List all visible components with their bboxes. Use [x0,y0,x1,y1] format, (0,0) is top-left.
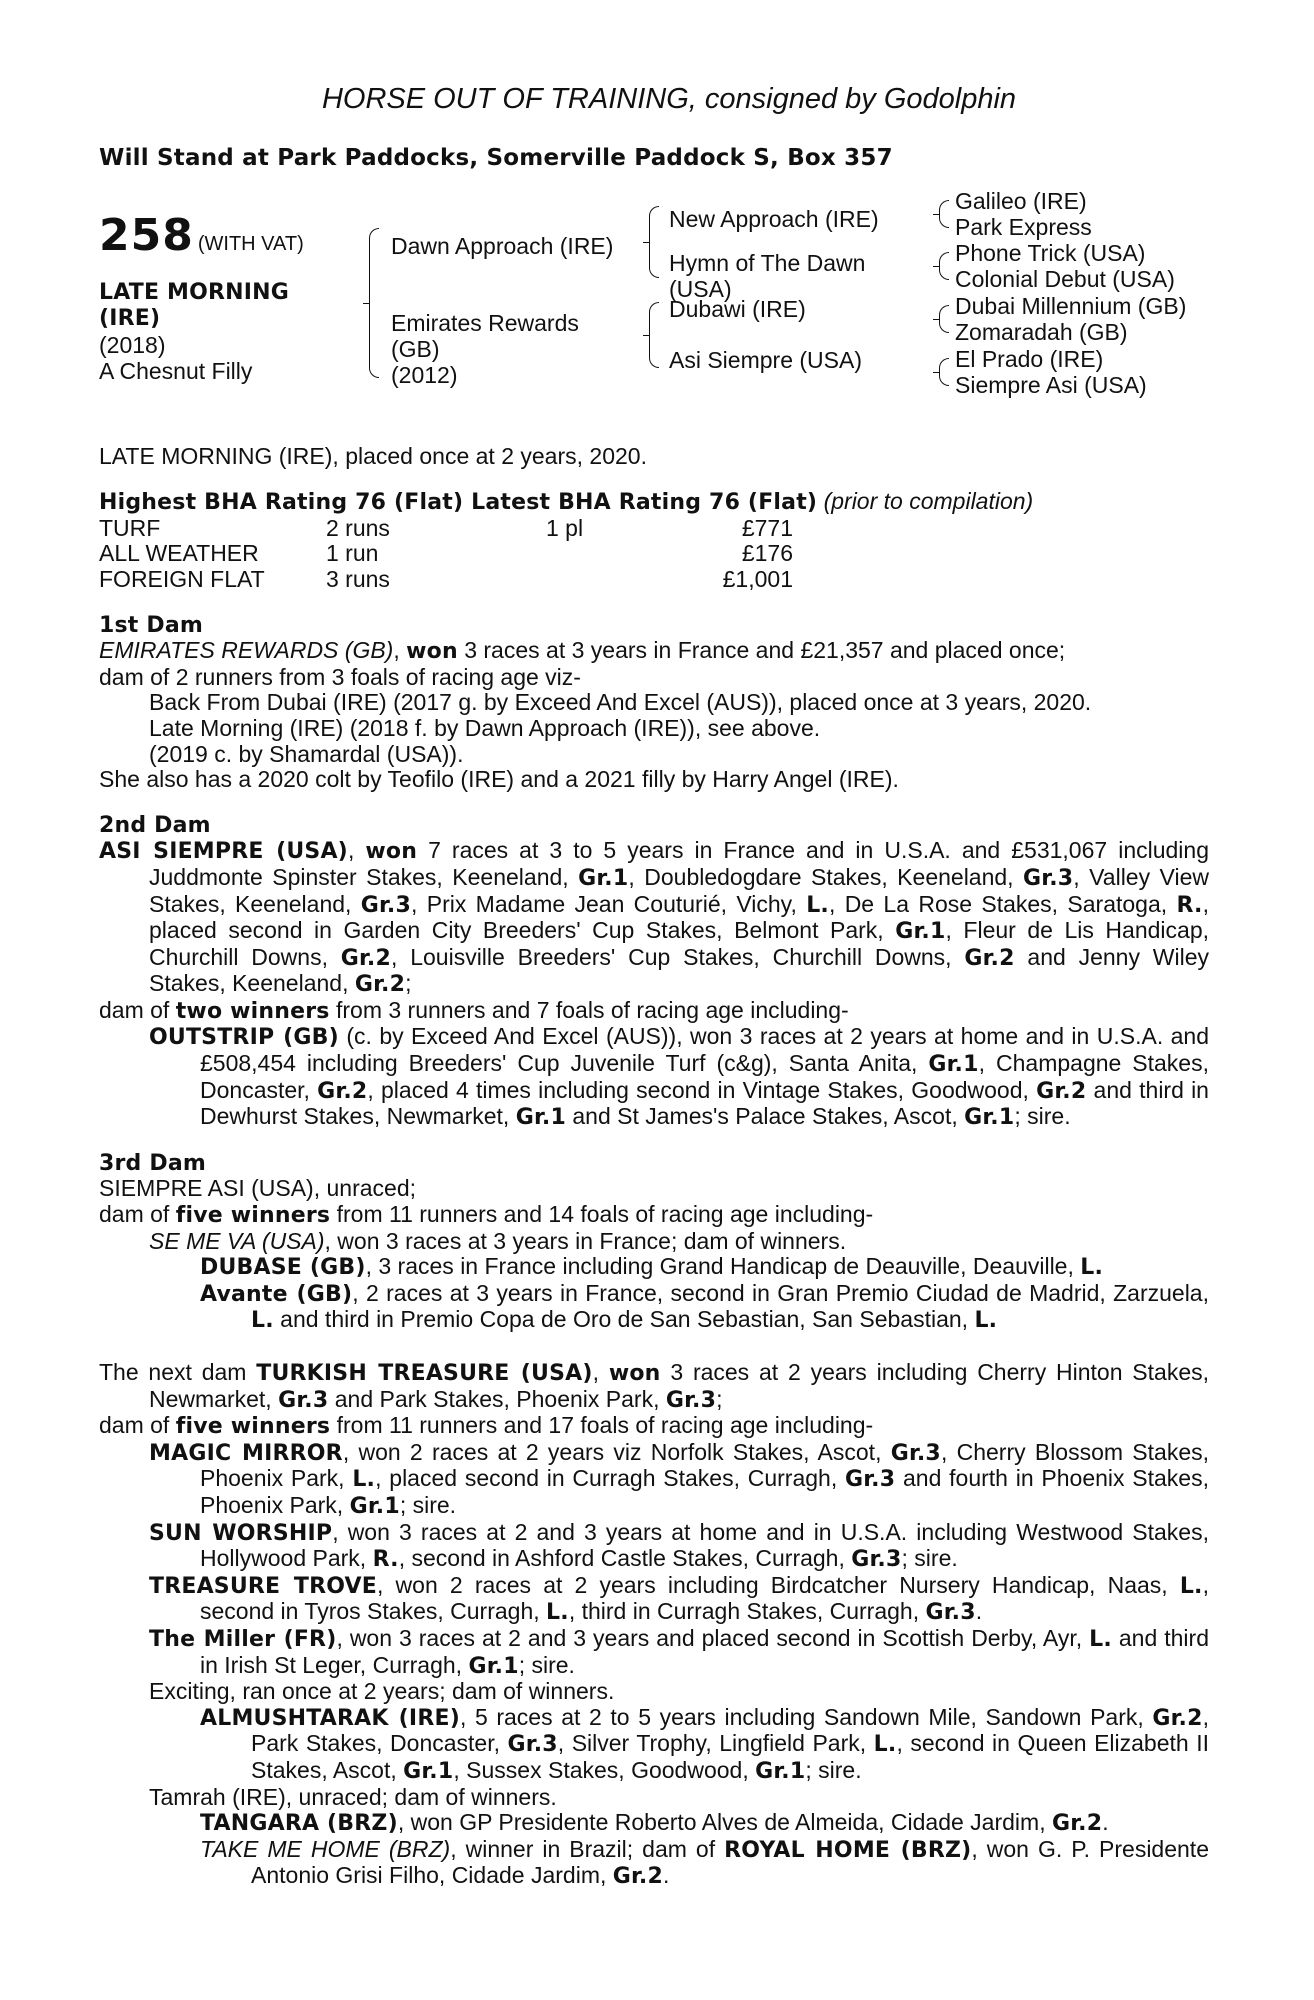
text-run: L. [1089,1626,1112,1652]
text-run: R. [372,1547,399,1573]
stat-prize: £176 [741,540,793,567]
text-run: and Park Stakes, Phoenix Park, [328,1385,666,1412]
text-run: Gr.1 [349,1493,400,1519]
text-run: Gr.3 [890,1440,941,1466]
horse-name: MAGIC MIRROR [149,1440,343,1466]
dam-record: SIEMPRE ASI (USA), unraced; [99,1175,417,1202]
stat-placed [546,541,693,567]
horse-name: ALMUSHTARAK (IRE) [200,1705,460,1731]
dam-record: ASI SIEMPRE (USA), won 7 races at 3 to 5 years in France and in U.S.A. and £531,067 including Juddmonte Spinster Stakes, Keeneland, Gr.1, Doubledogdare Stakes, Keeneland, Gr.3, Valley View Stakes, Keeneland, Gr.3, Prix Madame Jean Couturié, Vichy, L., De La Rose Stakes, Saratoga, R., placed second in Garden City Breeders' Cup Stakes, Belmont Park, Gr.1, Fleur de Lis Handicap, Churchill Downs, Gr.2, Louisville Breeders' Cup Stakes, Churchill Downs, Gr.2 and Jenny Wiley Stakes, Keeneland, Gr.2; [99,837,1210,998]
section-heading: 2nd Dam [99,812,211,838]
produce-item [99,1573,1209,1626]
stat-surface: ALL WEATHER [99,540,259,567]
produce-item: (2019 c. by Shamardal (USA)). [149,740,464,767]
stat-runs: 1 run [326,540,379,567]
text-run: L. [1179,1573,1203,1599]
text-run: ; [405,970,412,997]
dam-name: EMIRATES REWARDS (GB) [99,637,394,664]
text-run: Gr.1 [964,1105,1015,1131]
text-run: , placed 4 times including second in Vintage Stakes, Goodwood, [367,1076,1037,1103]
text-run: dam of [99,1201,176,1228]
dam-name: ASI SIEMPRE (USA) [99,839,348,865]
text-run: L. [873,1732,897,1758]
lot-number: 258 [99,209,194,261]
horse-name: SUN WORSHIP [149,1520,333,1546]
text-run: 7 races at 3 to 5 years in France and in U.S.A. and £531,067 including Juddmonte Spinster Stakes, Keeneland, [149,837,1209,890]
horse-name: TREASURE TROVE [149,1573,378,1599]
text-run: Gr.1 [403,1758,454,1784]
second-dam-section [99,813,1209,1131]
text-run: , Silver Trophy, Lingfield Park, [557,1730,874,1757]
text-run: Gr.3 [925,1600,976,1626]
horse-name: TAKE ME HOME (BRZ) [200,1835,451,1862]
text-run: , Valley View Stakes, Keeneland, [149,863,1209,917]
won-label: won [365,839,418,865]
grade: Gr.2 [964,945,1015,971]
ds-dam: Zomaradah (GB) [955,318,1128,345]
sire-dam-country: (USA) [669,275,732,302]
dd-brace [939,358,949,386]
pedigree-table [99,187,1209,434]
sire-dam-name: Hymn of The Dawn [669,249,866,276]
grade: Gr.3 [360,892,411,918]
stat-surface: TURF [99,514,161,541]
produce-intro [99,1413,1209,1440]
dam-year: (2012) [391,361,458,388]
text-run: from 3 runners and 7 foals of racing age including- [329,996,849,1023]
produce-item: Back From Dubai (IRE) (2017 g. by Exceed And Excel (AUS)), placed once at 3 years, 2020. [149,689,1092,716]
section-heading: 1st Dam [99,612,204,638]
text-run: Gr.2 [612,1864,664,1890]
sd-brace [939,252,949,280]
text-run: , 2 races at 3 years in France, second in Gran Premio Ciudad de Madrid, Zarzuela, [352,1279,1209,1306]
text-run: , won G. P. Presidente Antonio Grisi Filho, Cidade Jardim, [251,1835,1209,1889]
horse-year: (2018) [99,331,166,358]
sire-sire: New Approach (IRE) [669,205,879,232]
page-title: HORSE OUT OF TRAINING, consigned by Godolphin [321,83,1017,115]
text-run: Gr.3 [278,1387,329,1413]
produce-intro [99,1202,1209,1229]
text-run: and fourth in Phoenix Stakes, Phoenix Park, [200,1465,1209,1518]
catalogue-page [99,82,1209,1890]
text-run: , winner in Brazil; dam of [450,1835,725,1862]
text-run: dam of [99,996,176,1023]
dam-sire: Dubawi (IRE) [669,295,806,322]
text-run: from 11 runners and 17 foals of racing age including- [330,1412,874,1439]
horse-name: TANGARA (BRZ) [200,1811,398,1837]
produce-item [99,1024,1209,1130]
text-run: , [592,1359,609,1385]
text-run: and St James's Palace Stakes, Ascot, [565,1103,965,1130]
text-run: ; sire. [1014,1103,1071,1130]
text-run: , won 3 races at 3 years in France; dam of winners. [324,1227,847,1254]
horse-country: (IRE) [99,305,161,331]
text-run: ; sire. [901,1545,958,1572]
horse-identity [99,280,289,384]
produce-item [99,1626,1209,1679]
stat-runs: 2 runs [326,514,390,541]
text-run: L. [1080,1255,1104,1281]
grade: Gr.1 [578,865,629,891]
horse-name: DUBASE (GB) [200,1255,366,1281]
sire-dam [669,250,865,302]
horse-description: A Chesnut Filly [99,357,253,384]
text-run: , won 3 races at 2 and 3 years at home and in U.S.A. including Westwood Stakes, Hollywood Park, [200,1518,1209,1572]
text-run: , Fleur de Lis Handicap, Churchill Downs, [149,917,1210,970]
next-dam-section [99,1360,1209,1890]
produce-item [99,1810,1209,1837]
grade: L. [806,892,829,918]
text-run: Gr.3 [665,1387,717,1413]
horse-name: Avante (GB) [200,1281,353,1307]
text-run: 3 races at 2 years including Cherry Hinton Stakes, Newmarket, [149,1359,1210,1412]
text-run: Gr.3 [507,1732,558,1758]
text-run: ; [716,1385,723,1412]
text-run: Gr.1 [515,1105,566,1131]
grade: Gr.1 [895,919,946,945]
stat-surface: FOREIGN FLAT [99,565,265,592]
pedigree-brace [369,228,379,378]
stat-prize: £771 [741,514,793,541]
first-dam-section [99,613,1209,793]
text-run: L. [352,1467,376,1493]
sire-brace [649,206,659,278]
text-run: Gr.1 [755,1758,806,1784]
horse-name: ROYAL HOME (BRZ) [724,1837,972,1863]
lot-number-line [99,209,304,261]
text-run: Gr.2 [1152,1705,1203,1731]
text-run: Gr.2 [1036,1078,1087,1104]
dd-dam: Siempre Asi (USA) [955,371,1147,398]
sd-sire: Phone Trick (USA) [955,239,1146,266]
text-run: Gr.1 [928,1052,979,1078]
text-run: L. [251,1308,274,1334]
text-run: ; sire. [518,1651,575,1678]
text-run: , second in Ashford Castle Stakes, Curragh, [398,1545,852,1572]
text-run: , won GP Presidente Roberto Alves de Almeida, Cidade Jardim, [397,1809,1052,1836]
rating-line [99,489,1209,516]
text-run: five winners [175,1414,331,1440]
text-run: , Champagne Stakes, Doncaster, [200,1050,1209,1103]
produce-item: Exciting, ran once at 2 years; dam of winners. [149,1678,615,1705]
dam-name: TURKISH TREASURE (USA) [256,1361,593,1386]
dam-brace [649,302,659,368]
ss-sire: Galileo (IRE) [955,187,1087,214]
text-run: , Park Stakes, Doncaster, [251,1703,1209,1757]
text-run: , won 3 races at 2 and 3 years and placed second in Scottish Derby, Ayr, [336,1624,1090,1651]
dam-record [99,1360,1209,1413]
dam-name: Emirates Rewards [391,309,579,336]
text-run: , placed second in Curragh Stakes, Curragh, [375,1465,845,1492]
text-run: two winners [175,998,330,1024]
produce-item [99,1281,1209,1334]
grade: Gr.3 [1023,865,1074,891]
text-run: , Louisville Breeders' Cup Stakes, Churchill Downs, [391,943,965,970]
text-run: , 3 races in France including Grand Handicap de Deauville, Deauville, [365,1253,1081,1280]
horse-name: LATE MORNING [99,279,290,305]
text-run: Gr.3 [845,1467,896,1493]
text-run: . [1102,1809,1109,1836]
text-run: Gr.2 [1051,1811,1103,1837]
dd-sire: El Prado (IRE) [955,345,1104,372]
grade: Gr.2 [340,945,392,971]
stat-prize: £1,001 [722,565,793,592]
produce-item [99,1837,1209,1890]
dam-country: (GB) [391,335,440,362]
text-run: and Jenny Wiley Stakes, Keeneland, [149,943,1209,997]
text-run: and third in Irish St Leger, Curragh, [200,1624,1209,1678]
produce-item [99,1229,1209,1255]
text-run: Gr.3 [851,1547,902,1573]
produce-item: Tamrah (IRE), unraced; dam of winners. [149,1783,557,1810]
text-run: , 5 races at 2 to 5 years including Sandown Mile, Sandown Park, [459,1703,1153,1730]
text-run: Gr.2 [317,1078,368,1104]
produce-intro: dam of 2 runners from 3 foals of racing age viz- [99,663,581,690]
text-run: L. [974,1308,998,1334]
text-run: . [975,1598,983,1625]
text-run: , second in Queen Elizabeth II Stakes, Ascot, [251,1730,1209,1783]
text-run: dam of [99,1412,176,1439]
text-run: ; sire. [399,1491,457,1518]
vat-note: (WITH VAT) [197,232,304,255]
sire: Dawn Approach (IRE) [391,232,614,259]
horse-name: The Miller (FR) [149,1626,337,1652]
text-run: and third in Premio Copa de Oro de San Sebastian, San Sebastian, [273,1306,975,1333]
grade: R. [1176,892,1203,918]
stat-runs: 3 runs [326,565,390,592]
horse-name: SE ME VA (USA) [149,1227,325,1254]
produce-item [99,1254,1209,1281]
produce-item [99,1520,1209,1573]
rating-note: (prior to compilation) [823,488,1034,515]
dam-dam: Asi Siempre (USA) [669,346,862,373]
ss-brace [939,200,949,228]
third-dam-section [99,1151,1209,1334]
text-run: The next dam [99,1359,257,1385]
won-label: won [406,639,458,665]
text-run: five winners [175,1203,331,1229]
text-run: , Doubledogdare Stakes, Keeneland, [628,863,1024,890]
future-produce: She also has a 2020 colt by Teofilo (IRE) and a 2021 filly by Harry Angel (IRE). [99,766,899,793]
text-run: , third in Curragh Stakes, Curragh, [568,1598,926,1625]
ss-dam: Park Express [955,213,1092,240]
sd-dam: Colonial Debut (USA) [955,265,1175,292]
stats-table [99,516,1209,593]
grade: Gr.2 [354,972,406,998]
horse-name: OUTSTRIP (GB) [149,1025,339,1051]
text-run: from 11 runners and 14 foals of racing age including- [330,1201,874,1228]
produce-intro [99,998,1209,1025]
text-run: and third in Dewhurst Stakes, Newmarket, [200,1076,1209,1130]
text-run: L. [546,1600,569,1626]
stand-location: Will Stand at Park Paddocks, Somerville Paddock S, Box 357 [99,145,893,171]
record-text: 3 races at 3 years in France and £21,357 and placed once; [457,637,1066,664]
ds-sire: Dubai Millennium (GB) [955,292,1187,319]
rating-section [99,489,1209,592]
text-run: , Cherry Blossom Stakes, Phoenix Park, [200,1438,1209,1492]
produce-item [99,1440,1209,1520]
race-summary: LATE MORNING (IRE), placed once at 2 years, 2020. [99,442,647,469]
rating-bold: Highest BHA Rating 76 (Flat) Latest BHA Rating 76 (Flat) [99,490,818,516]
text-run: , won 2 races at 2 years viz Norfolk Stakes, Ascot, [342,1438,891,1465]
stat-placed [546,567,693,593]
dam [391,310,579,388]
text-run: ; sire. [805,1756,862,1783]
text-run: (c. by Exceed And Excel (AUS)), won 3 races at 2 years at home and in U.S.A. and £508,454 including Breeders' Cup Juvenile Turf (c&g), Santa Anita, [200,1023,1210,1077]
ds-brace [939,305,949,333]
stat-placed: 1 pl [546,514,584,541]
text-run: Gr.1 [468,1653,519,1679]
text-run: , placed second in Garden City Breeders' Cup Stakes, Belmont Park, [149,890,1209,944]
text-run: won [608,1361,661,1386]
produce-item [99,1705,1209,1785]
text-run: , Sussex Stakes, Goodwood, [453,1756,756,1783]
produce-item: Late Morning (IRE) (2018 f. by Dawn Approach (IRE)), see above. [149,714,821,741]
text-run: , won 2 races at 2 years including Birdcatcher Nursery Handicap, Naas, [377,1571,1180,1598]
text-run: , De La Rose Stakes, Saratoga, [828,890,1177,917]
text-run: , Prix Madame Jean Couturié, Vichy, [411,890,807,917]
text-run: . [663,1862,670,1889]
text-run: , second in Tyros Stakes, Curragh, [200,1571,1209,1625]
dam-record: EMIRATES REWARDS (GB), won 3 races at 3 years in France and £21,357 and placed once; [99,637,1066,665]
section-heading: 3rd Dam [99,1150,206,1176]
